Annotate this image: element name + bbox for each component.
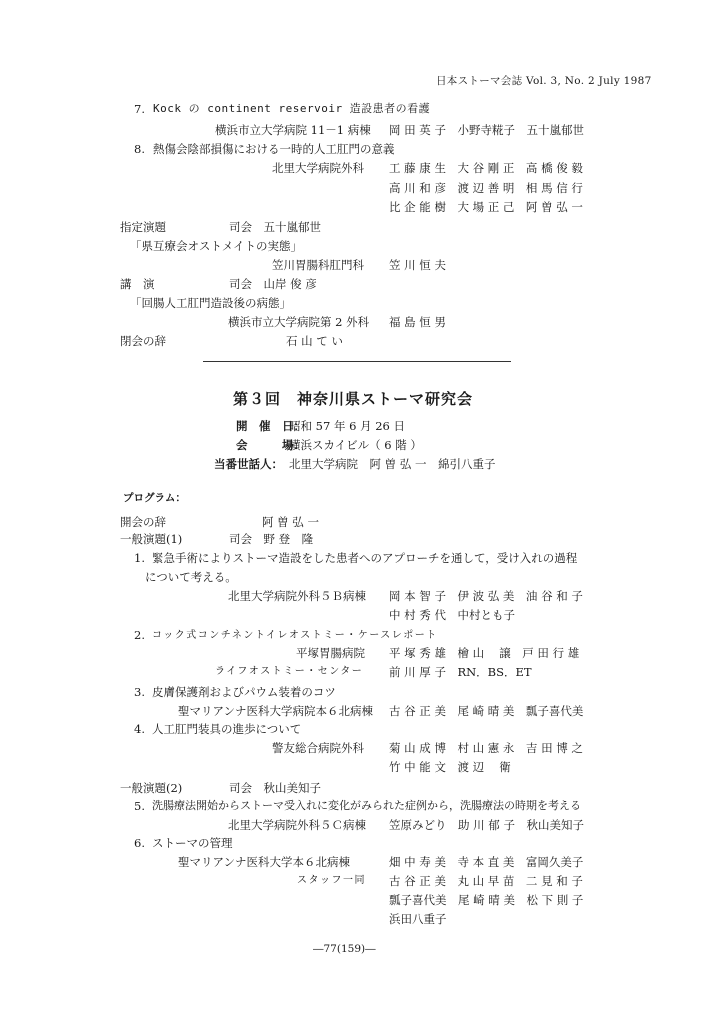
meeting-date: 昭和 57 年 6 月 26 日 <box>289 419 406 433</box>
item-number: 6. <box>134 836 145 850</box>
meeting-venue: 横浜スカイビル（ 6 階 ） <box>289 438 422 452</box>
item-title: Kock の continent reservoir 造設患者の看護 <box>153 102 431 115</box>
item-title: 熱傷会陰部損傷における一時的人工肛門の意義 <box>153 142 395 156</box>
item-title: コック式コンチネントイレオストミー・ケースレポート <box>152 630 438 641</box>
session-label: 一般演題(2) <box>120 781 183 795</box>
item-authors: 笠 川 恒 夫 <box>389 258 446 272</box>
item-title: 緊急手術によりストーマ造設をした患者へのアプローチを通して，受け入れの過程 <box>152 551 578 565</box>
item-authors: 笠原みどり 助 川 郁 子 秋山美知子 <box>389 818 584 832</box>
item-affiliation: 聖マリアンナ医科大学本６北病棟 <box>178 855 351 869</box>
item-authors: 高 川 和 彦 渡 辺 善 明 相 馬 信 行 <box>389 181 583 195</box>
item-authors: 浜田八重子 <box>389 912 447 926</box>
session-label: 指定演題 <box>120 220 166 234</box>
item-authors: 古 谷 正 美 丸 山 早 苗 二 見 和 子 <box>389 874 583 888</box>
item-authors: 岡 本 智 子 伊 波 弘 美 油 谷 和 子 <box>389 589 583 603</box>
item-authors: 平 塚 秀 雄 檜 山 譲 戸 田 行 雄 <box>389 646 580 660</box>
item-number: 8. <box>134 142 145 156</box>
item-affiliation: 北里大学病院外科 <box>272 161 364 175</box>
item-affiliation: 横浜市立大学病院第 2 外科 <box>228 315 370 329</box>
item-affiliation: 笠川胃腸科肛門科 <box>272 258 364 272</box>
program-heading: プログラム： <box>123 492 186 504</box>
item-number: 7. <box>134 102 145 116</box>
meeting-date-label: 開 催 日： <box>236 419 305 433</box>
item-affiliation: 北里大学病院外科５Ｃ病棟 <box>228 818 366 832</box>
item-authors: 竹 中 能 文 渡 辺 衛 <box>389 760 511 774</box>
session-chair: 司会 五十嵐郁世 <box>229 220 321 234</box>
item-authors: 岡 田 英 子 小野寺糀子 五十嵐郁世 <box>389 123 584 137</box>
item-number: 5. <box>134 799 145 813</box>
session-chair: 司会 山岸 俊 彦 <box>229 277 317 291</box>
item-affiliation: 平塚胃腸病院 <box>296 646 365 660</box>
item-authors: 中 村 秀 代 中村とも子 <box>389 608 515 622</box>
closing-speaker: 石 山 て い <box>286 334 343 348</box>
item-title: ストーマの管理 <box>152 836 233 850</box>
session-label: 開会の辞 <box>120 515 166 529</box>
item-authors: 古 谷 正 美 尾 崎 晴 美 瓢子喜代美 <box>389 704 584 718</box>
item-affiliation: 警友総合病院外科 <box>272 741 364 755</box>
journal-header: 日本ストーマ会誌 Vol. 3, No. 2 July 1987 <box>436 75 652 87</box>
item-title-cont: について考える。 <box>145 570 237 584</box>
item-title: 「回腸人工肛門造設後の病態」 <box>130 296 291 310</box>
opening-speaker: 阿 曽 弘 一 <box>262 515 319 529</box>
session-chair: 司会 秋山美知子 <box>229 781 321 795</box>
item-affiliation: 北里大学病院外科５Ｂ病棟 <box>228 589 366 603</box>
session-chair: 司会 野 登 隆 <box>229 532 314 546</box>
session-label: 講 演 <box>120 277 155 291</box>
item-authors: 比 企 能 樹 大 場 正 己 阿 曽 弘 一 <box>389 200 583 214</box>
meeting-host-label: 当番世話人： <box>214 457 283 471</box>
page-number: ―77(159)― <box>313 943 376 955</box>
item-authors: 瓢子喜代美 尾 崎 晴 美 松 下 則 子 <box>389 893 584 907</box>
item-authors: 菊 山 成 博 村 山 憲 永 吉 田 博 之 <box>389 741 583 755</box>
item-number: 3. <box>134 685 145 699</box>
meeting-host: 北里大学病院 阿 曽 弘 一 綿引八重子 <box>289 457 496 471</box>
session-label: 一般演題(1) <box>120 532 183 546</box>
item-authors: 福 島 恒 男 <box>389 315 446 329</box>
meeting-venue-label: 会 場： <box>236 438 305 452</box>
item-title: 人工肛門装具の進歩について <box>152 722 302 736</box>
item-number: 1. <box>134 551 145 565</box>
meeting-title: 第３回 神奈川県ストーマ研究会 <box>233 390 474 408</box>
session-label: 閉会の辞 <box>120 334 166 348</box>
item-title: 洗腸療法開始からストーマ受入れに変化がみられた症例から，洗腸療法の時期を考える <box>152 799 581 812</box>
item-title: 「県互療会オストメイトの実態」 <box>130 239 303 253</box>
item-number: 4. <box>134 722 145 736</box>
item-authors: 前 川 厚 子 RN．BS．ET <box>389 665 532 679</box>
item-title: 皮膚保護剤およびパウム装着のコツ <box>152 685 336 699</box>
item-number: 2. <box>134 628 145 642</box>
item-authors: 工 藤 康 生 大 谷 剛 正 高 橋 俊 毅 <box>389 161 583 175</box>
item-affiliation: 横浜市立大学病院 11－1 病棟 <box>215 123 371 137</box>
item-affiliation: スタッフ一同 <box>297 875 366 886</box>
item-affiliation: 聖マリアンナ医科大学病院本６北病棟 <box>178 704 374 718</box>
item-affiliation: ライフオストミー・センター <box>215 666 364 677</box>
item-authors: 畑 中 寿 美 寺 本 直 美 富岡久美子 <box>389 855 584 869</box>
section-divider <box>203 361 511 362</box>
